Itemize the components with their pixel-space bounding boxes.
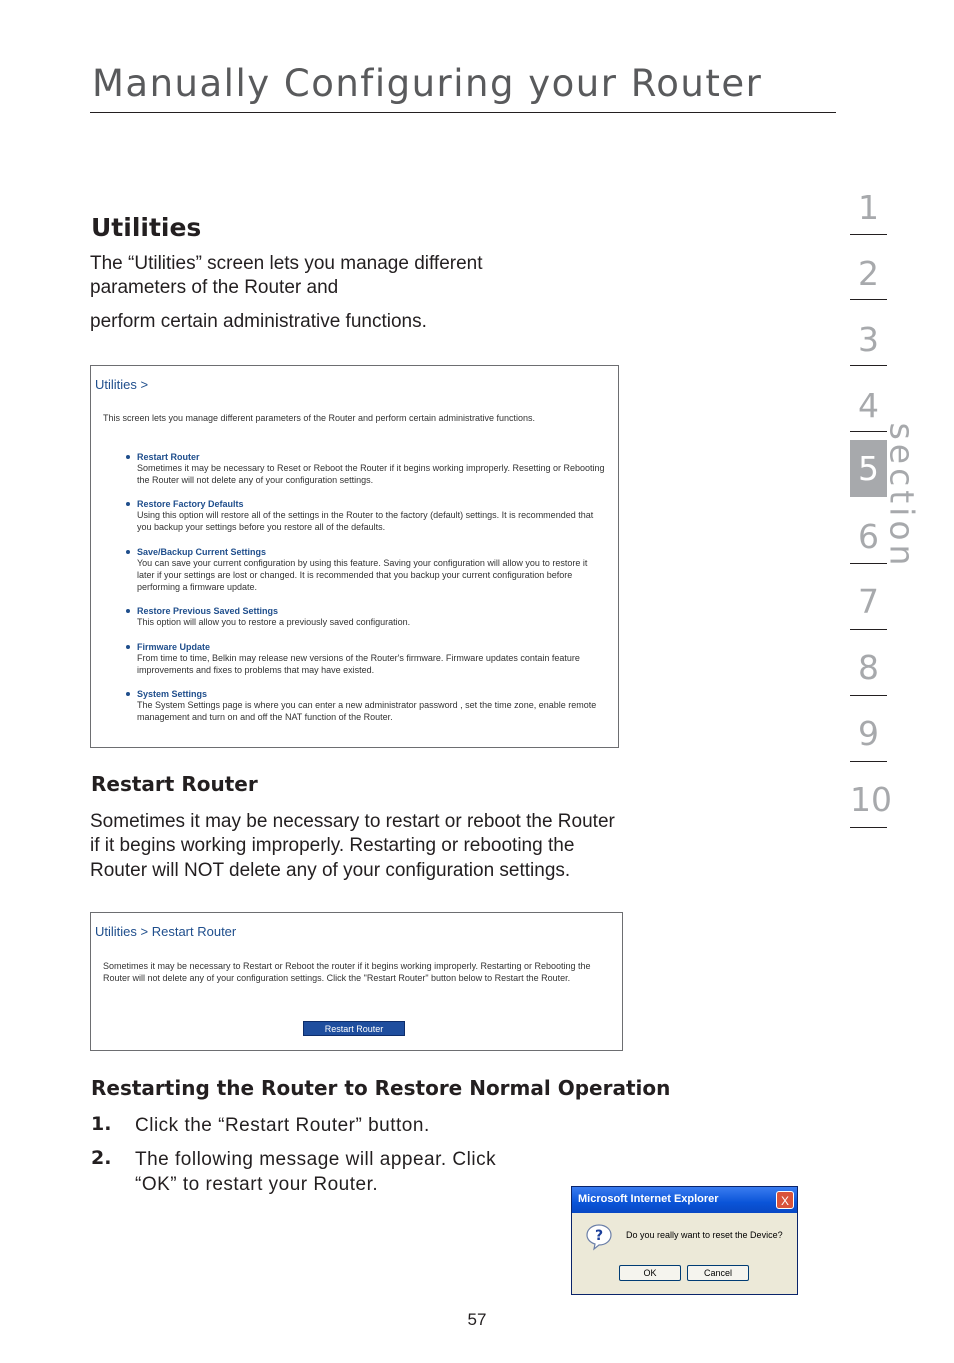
restart-screen-title: Utilities > Restart Router bbox=[95, 924, 237, 939]
option-description: From time to time, Belkin may release new versions of the Router's firmware. Firmware updates contain feature improvements and fixes to problems that may have existed. bbox=[137, 653, 580, 675]
dialog-titlebar[interactable] bbox=[572, 1187, 797, 1213]
section-9: 9 bbox=[858, 714, 879, 753]
option-restore-previous-settings[interactable] bbox=[137, 606, 607, 628]
section-label: section bbox=[882, 422, 922, 570]
option-save-backup-settings[interactable] bbox=[137, 547, 607, 593]
option-restore-factory-defaults[interactable] bbox=[137, 499, 607, 533]
page-number: 57 bbox=[467, 1310, 487, 1329]
section-divider bbox=[850, 299, 887, 300]
option-description: Sometimes it may be necessary to Reset or Reboot the Router if it begins working improperly. Resetting or Rebooting the Router will not delete any of your configuration settings. bbox=[137, 463, 605, 485]
section-4: 4 bbox=[858, 386, 879, 425]
option-restart-router[interactable] bbox=[137, 452, 607, 486]
restart-text-line: Sometimes it may be necessary to restart or reboot the Router bbox=[90, 811, 615, 832]
option-description: You can save your current configuration by using this feature. Saving your configuration will allow you to restore it later if your settings are lost or changed. It is recommended that you backup your current configuration before performing a firmware update. bbox=[137, 558, 588, 592]
section-7: 7 bbox=[858, 582, 879, 621]
dialog-message: Do you really want to reset the Device? bbox=[626, 1230, 783, 1240]
section-8: 8 bbox=[858, 648, 879, 687]
ok-button[interactable]: OK bbox=[619, 1265, 681, 1281]
bullet-icon bbox=[126, 609, 130, 613]
bullet-icon bbox=[126, 502, 130, 506]
option-description: The System Settings page is where you can enter a new administrator password , set the time zone, enable remote management and turn on and off the NAT function of the Router. bbox=[137, 700, 597, 722]
step-number: 2. bbox=[91, 1147, 112, 1169]
bullet-icon bbox=[126, 645, 130, 649]
restart-router-button[interactable]: Restart Router bbox=[303, 1021, 405, 1036]
title-divider bbox=[90, 112, 836, 113]
utilities-intro-line: The “Utilities” screen lets you manage different bbox=[90, 253, 483, 274]
page-title: Manually Configuring your Router bbox=[92, 62, 763, 105]
section-3: 3 bbox=[858, 320, 879, 359]
restart-text-line: if it begins working improperly. Restarting or rebooting the bbox=[90, 835, 575, 856]
option-link[interactable]: System Settings bbox=[137, 689, 208, 699]
close-icon[interactable]: X bbox=[776, 1191, 794, 1209]
restart-screenshot bbox=[90, 912, 623, 1051]
step-text: Click the “Restart Router” button. bbox=[135, 1115, 430, 1136]
option-system-settings[interactable] bbox=[137, 689, 607, 723]
section-divider bbox=[850, 431, 887, 432]
svg-text:?: ? bbox=[594, 1228, 604, 1244]
option-link[interactable]: Restore Factory Defaults bbox=[137, 499, 244, 509]
dialog-title: Microsoft Internet Explorer bbox=[578, 1193, 719, 1205]
utilities-intro-line: parameters of the Router and bbox=[90, 277, 339, 298]
cancel-button[interactable]: Cancel bbox=[687, 1265, 749, 1281]
step-text: “OK” to restart your Router. bbox=[135, 1174, 379, 1195]
bullet-icon bbox=[126, 550, 130, 554]
utilities-heading: Utilities bbox=[91, 213, 202, 242]
section-divider bbox=[850, 827, 887, 828]
bullet-icon bbox=[126, 692, 130, 696]
option-link[interactable]: Firmware Update bbox=[137, 642, 211, 652]
section-divider bbox=[850, 234, 887, 235]
section-divider bbox=[850, 695, 887, 696]
question-icon bbox=[585, 1223, 613, 1251]
section-divider bbox=[850, 365, 887, 366]
section-divider bbox=[850, 563, 887, 564]
confirm-dialog bbox=[571, 1186, 798, 1295]
utilities-screen-title: Utilities > bbox=[95, 377, 149, 392]
utilities-intro-line: perform certain administrative functions. bbox=[90, 311, 427, 332]
bullet-icon bbox=[126, 455, 130, 459]
section-1: 1 bbox=[858, 188, 879, 227]
option-description: Using this option will restore all of the settings in the Router to the factory (default) settings. It is recommended that you backup your settings before you restore all of the defaults. bbox=[137, 510, 594, 532]
restore-heading: Restarting the Router to Restore Normal Operation bbox=[91, 1076, 671, 1100]
step-number: 1. bbox=[91, 1113, 112, 1135]
step-text: The following message will appear. Click bbox=[135, 1149, 497, 1170]
section-divider bbox=[850, 629, 887, 630]
option-link[interactable]: Restart Router bbox=[137, 452, 200, 462]
option-description: This option will allow you to restore a previously saved configuration. bbox=[137, 617, 411, 627]
restart-screen-text: Sometimes it may be necessary to Restart or Reboot the router if it begins working improperly. Restarting or Rebooting the Router will not delete any of your configuration settings. Click the "Restart Router" button below to Restart the Router. bbox=[103, 961, 591, 983]
section-10: 10 bbox=[850, 780, 892, 819]
utilities-screen-intro: This screen lets you manage different parameters of the Router and perform certain administrative functions. bbox=[103, 413, 536, 423]
section-6: 6 bbox=[858, 517, 879, 556]
option-link[interactable]: Save/Backup Current Settings bbox=[137, 547, 267, 557]
restart-text-line: Router will NOT delete any of your configuration settings. bbox=[90, 860, 571, 881]
restart-heading: Restart Router bbox=[91, 772, 258, 796]
section-2: 2 bbox=[858, 254, 879, 293]
option-link[interactable]: Restore Previous Saved Settings bbox=[137, 606, 279, 616]
option-firmware-update[interactable] bbox=[137, 642, 607, 676]
utilities-screenshot bbox=[90, 365, 619, 748]
section-5-active: 5 bbox=[850, 440, 887, 497]
section-divider bbox=[850, 761, 887, 762]
